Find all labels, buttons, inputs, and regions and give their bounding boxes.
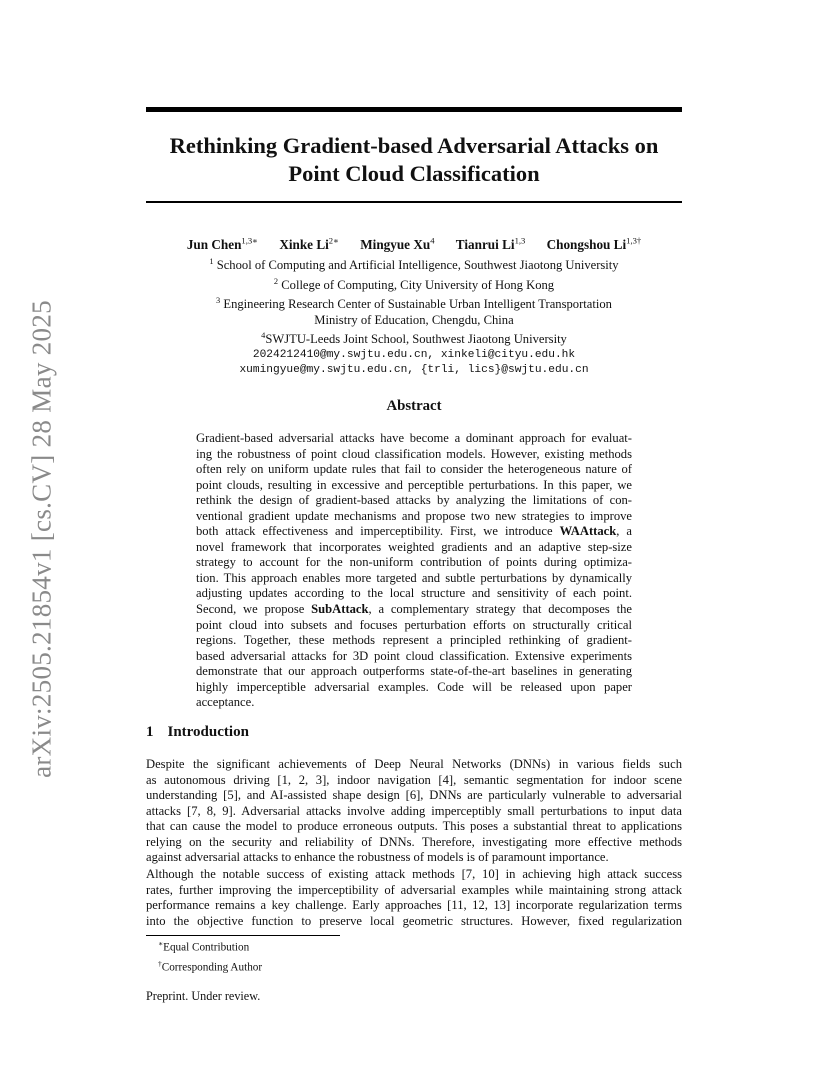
affiliation-line: $^4$SWJTU-Leeds Joint School, Southwest Jiaotong University (261, 331, 567, 347)
footnote: †Corresponding Author (158, 958, 263, 974)
body-line: into the objective function to preserve local geometric structures. However, fixed regularization (146, 913, 682, 928)
author: Jun Chen$^{1,3∗}$ (186, 236, 259, 253)
body-line: attacks [7, 8, 9]. Adversarial attacks involve adding imperceptibly small perturbations to input data (146, 803, 682, 818)
body-line: rates, further improving the imperceptibility of adversarial examples while maintaining strong attack (146, 882, 682, 897)
waattack-term: WAAttack (559, 524, 617, 539)
abstract-line: tion. This approach enables more targeted and subtle perturbations by dynamically (196, 570, 632, 585)
affiliation-line: $^1$ School of Computing and Artificial Intelligence, Southwest Jiaotong University (209, 257, 619, 273)
affiliations (146, 254, 682, 379)
author: Mingyue Xu$^4$ (360, 236, 435, 253)
title-bottom-rule (146, 201, 682, 203)
abstract-line: Gradient-based adversarial attacks have become a dominant approach for evaluat- (196, 431, 632, 445)
body-line: Despite the significant achievements of Deep Neural Networks (DNNs) in various fields such (146, 757, 682, 771)
author-list (146, 236, 682, 253)
body-line: against adversarial attacks to enhance the robustness of models is of paramount importance. (146, 850, 609, 865)
abstract-line: based adversarial attacks for 3D point cloud classification. Extensive experiments (196, 648, 632, 663)
abstract-heading: Abstract (386, 398, 442, 414)
footnote: ∗Equal Contribution (158, 939, 250, 954)
affiliation-line: $^3$ Engineering Research Center of Sustainable Urban Intelligent Transportation (216, 296, 612, 312)
affiliation-line: Ministry of Education, Chengdu, China (314, 312, 514, 327)
body-line: performance remains a key challenge. Early approaches [11, 12, 13] incorporate regularization terms (146, 898, 682, 913)
abstract-line: novel framework that incorporates weighted gradients and an adaptive step-size (196, 539, 632, 554)
email-line: 2024212410@my.swjtu.edu.cn, xinkeli@cityu.edu.hk (252, 348, 576, 361)
abstract-line: ventional gradient update mechanisms and propose two new strategies to improve (196, 508, 632, 523)
abstract-line: point clouds, resulting in excessive and perceptible perturbations. In this paper, we (196, 477, 632, 492)
abstract-line: point cloud into subsets and focuses perturbation efforts on structurally critical (196, 617, 632, 632)
title-top-rule (146, 107, 682, 112)
abstract-line: ing the robustness of point cloud classification models. However, existing methods (196, 446, 632, 461)
abstract-line: Second, we propose SubAttack, a complementary strategy that decomposes the (196, 602, 632, 617)
section-number: 1 (146, 724, 154, 740)
section-heading-introduction (146, 724, 249, 741)
title-line: Point Cloud Classification (288, 161, 540, 186)
affiliation-line: $^2$ College of Computing, City University of Hong Kong (273, 276, 555, 292)
abstract-line: acceptance. (196, 695, 255, 710)
abstract-line: often rely on uniform update rules that fail to consider the heterogeneous nature of (196, 462, 632, 477)
preprint-notice: Preprint. Under review. (146, 989, 261, 1003)
subattack-term: SubAttack (311, 602, 369, 617)
paper-title (146, 132, 682, 188)
body-line: understanding [5], and AI-assisted shape design [6], DNNs are particularly vulnerable to adversarial (146, 788, 682, 803)
abstract-body (196, 431, 632, 711)
abstract-line: regions. Together, these methods represent a principled rethinking of gradient- (196, 633, 632, 648)
intro-paragraph-1 (146, 757, 682, 866)
arxiv-sidebar-stamp: arXiv:2505.21854v1 [cs.CV] 28 May 2025 (26, 300, 57, 778)
section-title: Introduction (167, 724, 249, 740)
body-line: as autonomous driving [1, 2, 3], indoor navigation [4], semantic segmentation for indoor scene (146, 772, 682, 787)
footnotes (158, 936, 262, 976)
author: Chongshou $Li^{1,3\dagger}$ (546, 236, 642, 253)
body-line: Although the notable success of existing attack methods [7, 10] in achieving high attack success (146, 867, 682, 881)
author: Xinke $Li^{2∗}$ (279, 236, 339, 253)
body-line: relying on the security and reliability of DNNs. Therefore, investigating more effective methods (146, 834, 682, 849)
abstract-line: adjusting updates according to the local structure and sensitivity of each point. (196, 586, 632, 601)
intro-paragraph-2 (146, 867, 682, 929)
body-line: that can cause the model to produce erroneous outputs. This poses a substantial threat to applications (146, 819, 682, 834)
author: Tianrui Li$^{1,3}$ (455, 236, 526, 253)
abstract-line: both attack effectiveness and imperceptibility. First, we introduce WAAttack, a (196, 524, 632, 539)
abstract-line: strategy to account for the non-uniform contribution of points during optimiza- (196, 555, 632, 570)
abstract-line: demonstrate that our approach outperforms state-of-the-art baselines in generating (196, 664, 632, 679)
email-line: xumingyue@my.swjtu.edu.cn, {trli, lics}@swjtu.edu.cn (239, 364, 589, 377)
title-line: Rethinking Gradient-based Adversarial Attacks on (169, 133, 659, 158)
abstract-line: highly imperceptible adversarial examples. Code will be released upon paper (196, 679, 632, 694)
abstract-line: rethink the design of gradient-based attacks by analyzing the limitations of con- (196, 493, 632, 508)
